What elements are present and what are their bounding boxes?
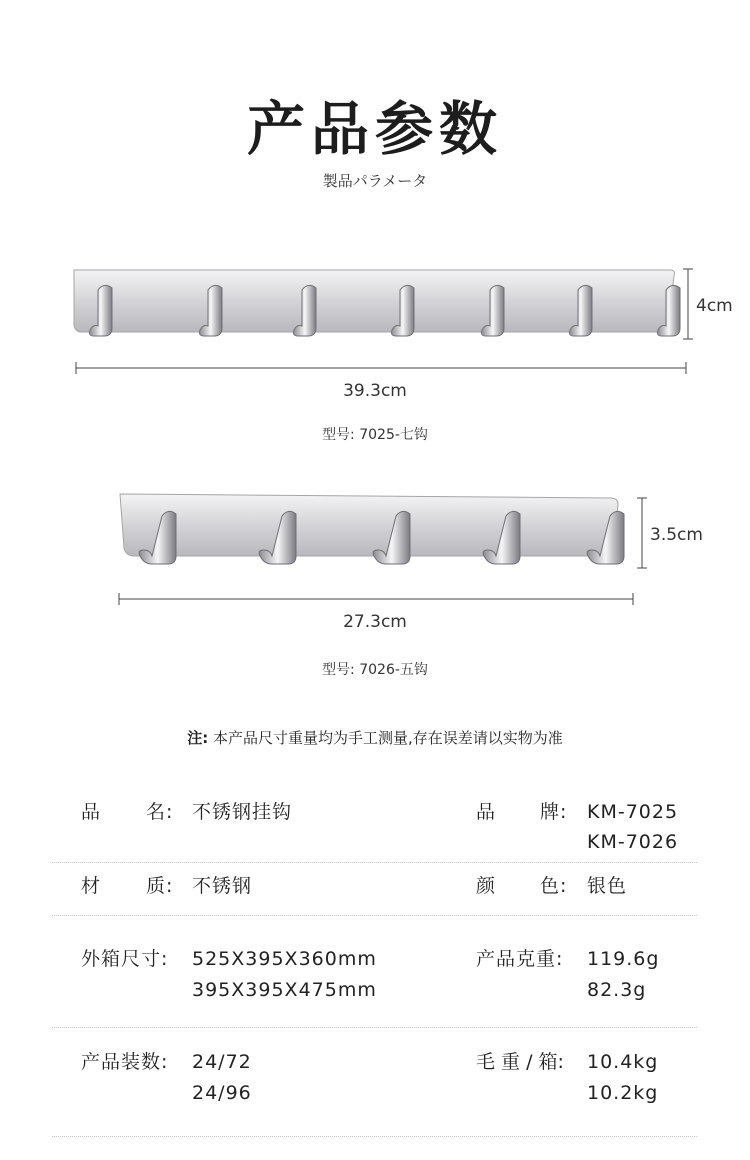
spec-value-gross-weight-1: 10.4kg — [587, 1051, 659, 1073]
spec-value-box-size-1: 525X395X360mm — [192, 948, 377, 970]
spec-value-pack-qty-1: 24/72 — [192, 1051, 252, 1073]
spec-label-color-end: 色: — [540, 875, 568, 897]
height-label: 4cm — [696, 296, 733, 316]
spec-value-pack-qty-2: 24/96 — [192, 1082, 252, 1104]
model-value: 7025-七钩 — [359, 427, 428, 443]
height-label: 3.5cm — [650, 525, 703, 545]
product-image-seven-hooks — [60, 262, 700, 352]
spec-value-weight-1: 119.6g — [587, 948, 660, 970]
spec-label-pack-qty: 产品装数: — [81, 1051, 169, 1073]
spec-label-material: 材 — [81, 875, 102, 897]
spec-label-brand: 品 — [476, 801, 497, 823]
spec-label-name-end: 名: — [146, 801, 174, 823]
model-value: 7026-五钩 — [359, 662, 428, 678]
page-subtitle: 製品パラメータ — [322, 172, 428, 190]
note-prefix: 注: — [187, 729, 209, 747]
model-label-prefix: 型号: — [322, 662, 355, 678]
spec-value-material: 不锈钢 — [192, 875, 253, 897]
spec-value-color: 银色 — [587, 875, 628, 897]
width-label: 39.3cm — [343, 381, 407, 401]
spec-value-brand-1: KM-7025 — [587, 801, 679, 823]
note-text: 本产品尺寸重量均为手工测量,存在误差请以实物为准 — [213, 729, 563, 747]
spec-label-char: 品 — [81, 801, 102, 823]
spec-label-color: 颜 — [476, 875, 497, 897]
spec-value-name: 不锈钢挂钩 — [192, 801, 293, 823]
spec-label-box-size: 外箱尺寸: — [81, 948, 169, 970]
spec-value-gross-weight-2: 10.2kg — [587, 1082, 659, 1104]
spec-label-name — [81, 797, 101, 828]
width-dimension-line — [75, 361, 687, 375]
spec-value-brand-2: KM-7026 — [587, 831, 679, 853]
product-image-five-hooks — [110, 486, 640, 576]
model-label — [0, 424, 750, 444]
model-label-prefix: 型号: — [322, 427, 355, 443]
page-title: 产品参数 — [246, 95, 503, 163]
row-divider — [52, 862, 697, 863]
height-dimension-line — [636, 497, 648, 569]
spec-label-gross-weight: 毛 重 / 箱: — [476, 1051, 564, 1073]
height-dimension-line — [682, 268, 694, 340]
spec-label-weight: 产品克重: — [476, 948, 564, 970]
row-divider — [52, 1027, 697, 1028]
model-label — [0, 659, 750, 679]
width-dimension-line — [118, 592, 634, 606]
spec-label-brand-end: 牌: — [540, 801, 568, 823]
spec-value-weight-2: 82.3g — [587, 979, 647, 1001]
row-divider — [52, 915, 697, 916]
measurement-note — [0, 727, 750, 748]
row-divider — [52, 1136, 697, 1137]
spec-label-material-end: 质: — [146, 875, 174, 897]
spec-value-box-size-2: 395X395X475mm — [192, 979, 377, 1001]
width-label: 27.3cm — [343, 612, 407, 632]
